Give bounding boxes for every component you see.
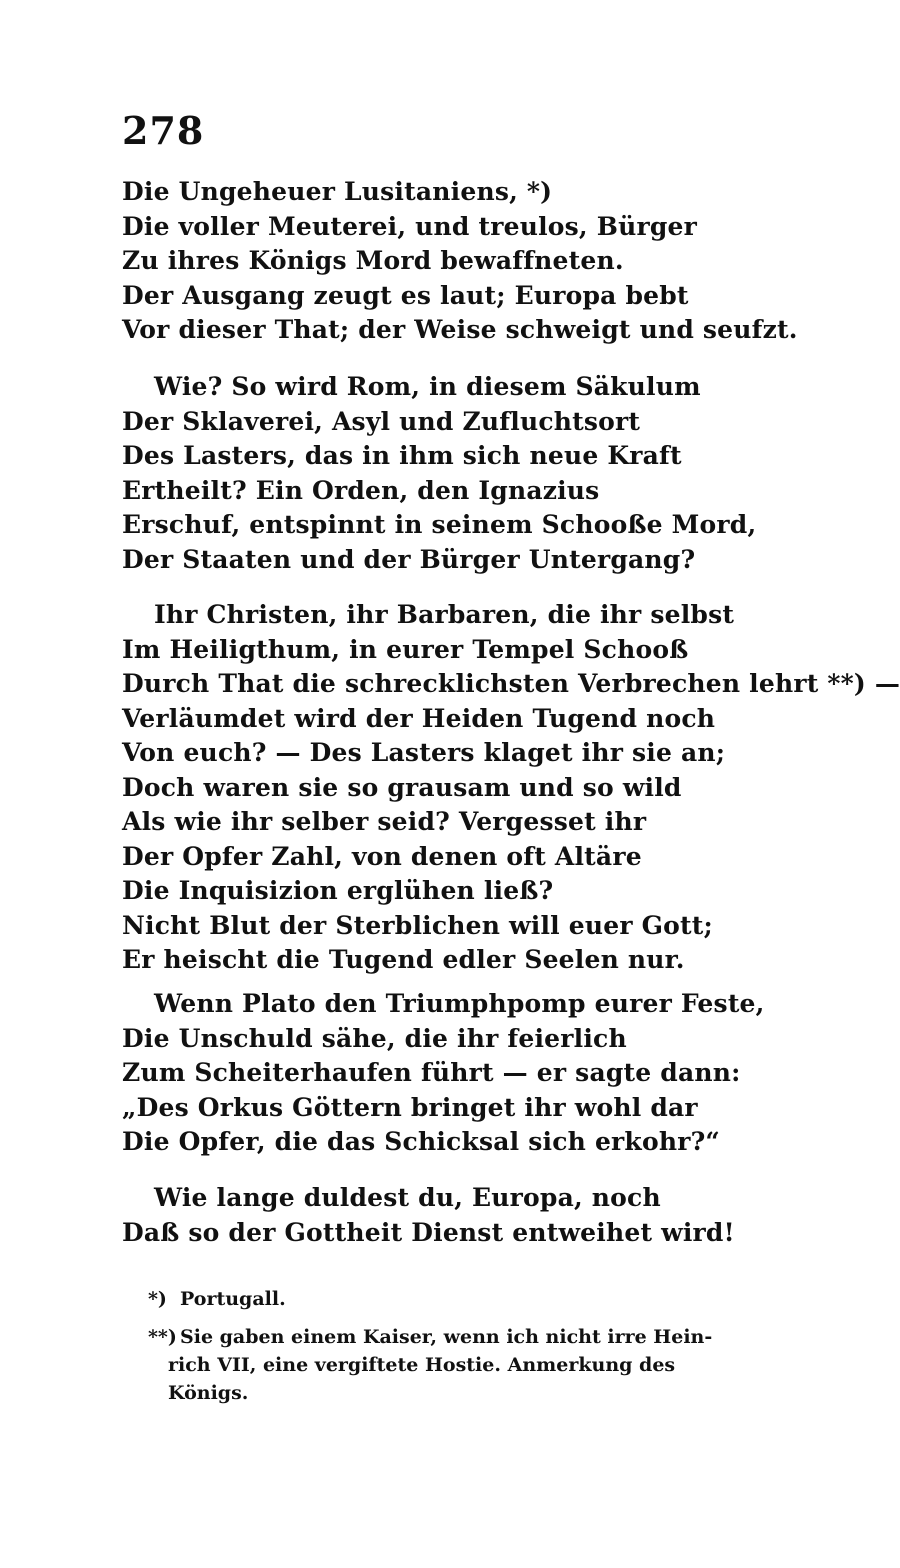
footnote-continuation: Königs. — [168, 1382, 249, 1404]
verse-line: Als wie ihr selber seid? Vergesset ihr — [122, 807, 647, 836]
verse-line: Durch That die schrecklichsten Verbrechen lehrt **) — — [122, 669, 900, 698]
footnote-mark: *) — [148, 1288, 167, 1310]
verse-line: Wenn Plato den Triumphpomp eurer Feste, — [154, 989, 765, 1018]
footnote-mark: **) — [148, 1326, 177, 1348]
verse-line: Ertheilt? Ein Orden, den Ignazius — [122, 475, 600, 505]
footnote-text: Sie gaben einem Kaiser, wenn ich nicht irre Hein- — [180, 1326, 713, 1348]
verse-line: Des Lasters, das in ihm sich neue Kraft — [122, 441, 682, 470]
verse-line: Die Unschuld sähe, die ihr feierlich — [122, 1023, 627, 1053]
stanza-2 — [122, 370, 842, 577]
footnote-1 — [148, 1285, 848, 1313]
verse-line: Erschuf, entspinnt in seinem Schooße Mord, — [122, 510, 757, 539]
verse-line: Zu ihres Königs Mord bewaffneten. — [122, 246, 624, 275]
verse-line: Die Opfer, die das Schicksal sich erkohr?“ — [122, 1127, 720, 1156]
verse-line: Von euch? — Des Lasters klaget ihr sie an; — [122, 738, 726, 767]
verse-line: Vor dieser That; der Weise schweigt und seufzt. — [122, 315, 798, 344]
verse-line: Ihr Christen, ihr Barbaren, die ihr selbst — [154, 600, 735, 629]
footnote-text: Portugall. — [180, 1288, 286, 1310]
verse-line: Wie? So wird Rom, in diesem Säkulum — [154, 372, 701, 401]
stanza-3 — [122, 598, 900, 978]
verse-line: Die Ungeheuer Lusitaniens, *) — [122, 177, 553, 206]
stanza-4 — [122, 987, 842, 1160]
verse-line: Im Heiligthum, in eurer Tempel Schooß — [122, 634, 689, 664]
footnote-2 — [148, 1323, 848, 1351]
verse-line: „Des Orkus Göttern bringet ihr wohl dar — [122, 1092, 698, 1122]
footnotes — [148, 1285, 848, 1407]
verse-line: Doch waren sie so grausam und so wild — [122, 772, 682, 802]
verse-line: Wie lange duldest du, Europa, noch — [154, 1183, 661, 1212]
stanza-1 — [122, 175, 842, 348]
verse-line: Der Ausgang zeugt es laut; Europa bebt — [122, 280, 689, 310]
verse-line: Die voller Meuterei, und treulos, Bürger — [122, 211, 697, 241]
page-number: 278 — [122, 108, 205, 153]
verse-line: Nicht Blut der Sterblichen will euer Gott; — [122, 910, 713, 940]
verse-line: Der Opfer Zahl, von denen oft Altäre — [122, 841, 642, 871]
verse-line: Verläumdet wird der Heiden Tugend noch — [122, 703, 716, 733]
stanza-5 — [122, 1181, 842, 1250]
verse-line: Zum Scheiterhaufen führt — er sagte dann: — [122, 1058, 741, 1087]
verse-line: Daß so der Gottheit Dienst entweihet wird! — [122, 1217, 735, 1247]
footnote-continuation: rich VII, eine vergiftete Hostie. Anmerkung des — [168, 1354, 676, 1376]
verse-line: Die Inquisizion erglühen ließ? — [122, 876, 554, 905]
verse-line: Der Sklaverei, Asyl und Zufluchtsort — [122, 406, 641, 436]
verse-line: Der Staaten und der Bürger Untergang? — [122, 544, 696, 574]
verse-line: Er heischt die Tugend edler Seelen nur. — [122, 945, 685, 974]
